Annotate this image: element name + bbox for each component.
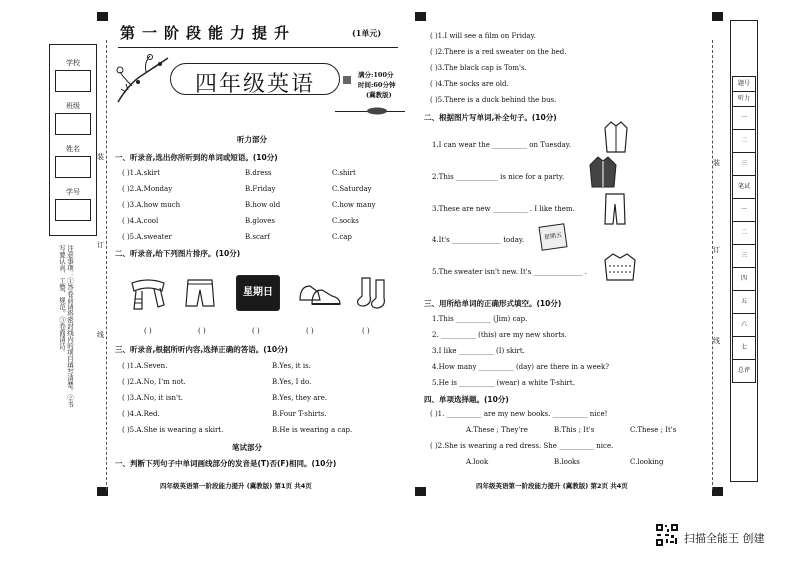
question-item: ( )5.A.She is wearing a skirt. (122, 426, 224, 434)
answer-blank[interactable]: ( ) (362, 327, 370, 335)
jacket-icon (588, 155, 618, 189)
qr-code-icon (655, 523, 679, 547)
registration-mark (415, 12, 426, 21)
ornament-icon (362, 106, 392, 116)
question-item: ( )1.A.skirt (122, 169, 160, 177)
flower-branch-illustration (110, 52, 172, 108)
field-label-class: 班级 (66, 102, 80, 110)
score-cell: 笔试 (733, 176, 755, 199)
answer-blank[interactable]: ( ) (306, 327, 314, 335)
edition-label: (冀教版) (366, 91, 392, 99)
option-c: C.how many (332, 201, 376, 209)
question-item: 4.It's ______________ today. (432, 236, 525, 244)
question-item: ( )2.A.No, I'm not. (122, 378, 186, 386)
pants-icon (603, 192, 627, 226)
section-heading: 二、听录音,给下列图片排序。(10分) (115, 249, 241, 258)
question-item: ( )4.A.Red. (122, 410, 160, 418)
shoes-icon (298, 278, 342, 308)
option-c: C.looking (630, 458, 664, 466)
binding-mark: 装 (713, 159, 720, 167)
time-limit: 时间:60分钟 (358, 81, 396, 89)
scanner-watermark: 扫描全能王 创建 (684, 532, 765, 545)
question-item: ( )2.A.Monday (122, 185, 173, 193)
binding-mark: 订 (97, 241, 104, 249)
socks-icon (356, 276, 392, 310)
option-b: B.how old (245, 201, 281, 209)
score-cell: 一 (733, 199, 755, 222)
question-item: 2.This ____________ is nice for a party. (432, 173, 565, 181)
calendar-icon: 星期日 (236, 275, 280, 311)
field-label-school: 学校 (66, 59, 80, 67)
field-number-input[interactable] (55, 199, 91, 221)
binding-line (712, 40, 713, 490)
question-item: 1.This __________ (Jim) cap. (432, 315, 528, 323)
binding-mark: 装 (97, 153, 104, 161)
score-cell: 七 (733, 337, 755, 360)
option-c: C.These ; It's (630, 426, 677, 434)
shorts-icon (184, 276, 216, 310)
binding-mark: 订 (713, 246, 720, 254)
notice-text: 注意事项：①答卷前请将密封线内的项目填写清楚。②书写要认真、工整、规范。③卷面清洁。 (58, 245, 74, 408)
question-item: ( )3.A.No, it isn't. (122, 394, 184, 402)
field-label-number: 学号 (66, 188, 80, 196)
unit-label: (1单元) (352, 28, 382, 38)
score-cell: 二 (733, 130, 755, 153)
binding-line (106, 40, 107, 490)
registration-mark (97, 12, 108, 21)
section-heading: 三、用所给单词的正确形式填空。(10分) (424, 299, 562, 308)
question-item: ( )5.There is a duck behind the bus. (430, 96, 557, 104)
question-item: ( )4.The socks are old. (430, 80, 509, 88)
option-b: B.scarf (245, 233, 270, 241)
shirt-icon (603, 120, 629, 154)
option-b: B.Yes, they are. (272, 394, 328, 402)
question-item: ( )5.A.sweater (122, 233, 172, 241)
option-b: B.Four T-shirts. (272, 410, 327, 418)
question-item: ( )2.She is wearing a red dress. She __________ nice. (430, 442, 614, 450)
question-item: 2. __________ (this) are my new shorts. (432, 331, 567, 339)
section-heading: 四、单项选择题。(10分) (424, 395, 509, 404)
section-heading: 一、听录音,选出你所听到的单词或短语。(10分) (115, 153, 278, 162)
option-b: B.This ; It's (554, 426, 595, 434)
option-b: B.Yes, I do. (272, 378, 312, 386)
registration-mark (712, 487, 723, 496)
answer-blank[interactable]: ( ) (252, 327, 260, 335)
score-cell: 四 (733, 268, 755, 291)
section-heading: 一、判断下列句子中单词画线部分的发音是(T)否(F)相同。(10分) (115, 459, 337, 468)
question-item: ( )2.There is a red sweater on the bed. (430, 48, 567, 56)
question-item: ( )1. __________ are my new books. __________ nice! (430, 410, 608, 418)
registration-mark (415, 487, 426, 496)
page-title: 第一阶段能力提升 (120, 24, 297, 42)
option-c: C.shirt (332, 169, 356, 177)
field-class-input[interactable] (55, 113, 91, 135)
binding-mark: 线 (97, 331, 104, 339)
score-cell: 五 (733, 291, 755, 314)
question-item: 5.He is __________ (wear) a white T-shirt. (432, 379, 575, 387)
question-item: 3.I like __________ (I) skirt. (432, 347, 525, 355)
option-b: B.gloves (245, 217, 275, 225)
option-a: A.These ; They're (466, 426, 528, 434)
score-cell: 听力 (733, 92, 755, 107)
question-item: ( )1.A.Seven. (122, 362, 168, 370)
question-item: ( )4.A.cool (122, 217, 159, 225)
option-b: B.looks (554, 458, 580, 466)
page-footer: 四年级英语第一阶段能力提升 (冀教版) 第2页 共4页 (476, 482, 628, 490)
score-cell: 总评 (737, 367, 750, 374)
section-heading: 二、根据图片写单词,补全句子。(10分) (424, 113, 557, 122)
score-cell: 题号 (733, 77, 755, 92)
listening-title: 听力部分 (237, 135, 267, 144)
option-c: C.socks (332, 217, 359, 225)
question-item: ( )3.A.how much (122, 201, 181, 209)
question-item: 1.I can wear the __________ on Tuesday. (432, 141, 572, 149)
score-table (732, 76, 756, 383)
question-item: ( )3.The black cap is Tom's. (430, 64, 527, 72)
binding-mark: 线 (713, 337, 720, 345)
score-cell: 一 (733, 107, 755, 130)
score-cell: 三 (733, 153, 755, 176)
banner-square (343, 76, 351, 84)
question-item: ( )1.I will see a film on Friday. (430, 32, 536, 40)
question-item: 5.The sweater isn't new. It's ______________ . (432, 268, 587, 276)
score-cell: 二 (733, 222, 755, 245)
score-cell: 三 (733, 245, 755, 268)
field-school-input[interactable] (55, 70, 91, 92)
field-label-name: 姓名 (66, 145, 80, 153)
option-b: B.He is wearing a cap. (272, 426, 353, 434)
full-score: 满分:100分 (358, 71, 394, 79)
banner-title: 四年级英语 (194, 72, 315, 97)
answer-blank[interactable]: ( ) (144, 327, 152, 335)
question-item: 3.These are new __________ . I like them. (432, 205, 575, 213)
option-b: B.Yes, it is. (272, 362, 311, 370)
title-underline (118, 47, 398, 48)
option-c: C.cap (332, 233, 352, 241)
option-a: A.look (466, 458, 489, 466)
registration-mark (712, 12, 723, 21)
calendar-icon: 星期五 (538, 223, 567, 250)
option-b: B.dress (245, 169, 272, 177)
option-c: C.Saturday (332, 185, 372, 193)
score-cell: 六 (733, 314, 755, 337)
section-heading: 三、听录音,根据所听内容,选择正确的答语。(10分) (115, 345, 288, 354)
question-item: 4.How many __________ (day) are there in a week? (432, 363, 609, 371)
page-footer: 四年级英语第一阶段能力提升 (冀教版) 第1页 共4页 (160, 482, 312, 490)
field-name-input[interactable] (55, 156, 91, 178)
answer-blank[interactable]: ( ) (198, 327, 206, 335)
option-b: B.Friday (245, 185, 276, 193)
scarf-icon (128, 275, 168, 313)
sweater-icon (603, 252, 637, 282)
grade-banner (170, 63, 340, 95)
written-title: 笔试部分 (232, 443, 262, 452)
